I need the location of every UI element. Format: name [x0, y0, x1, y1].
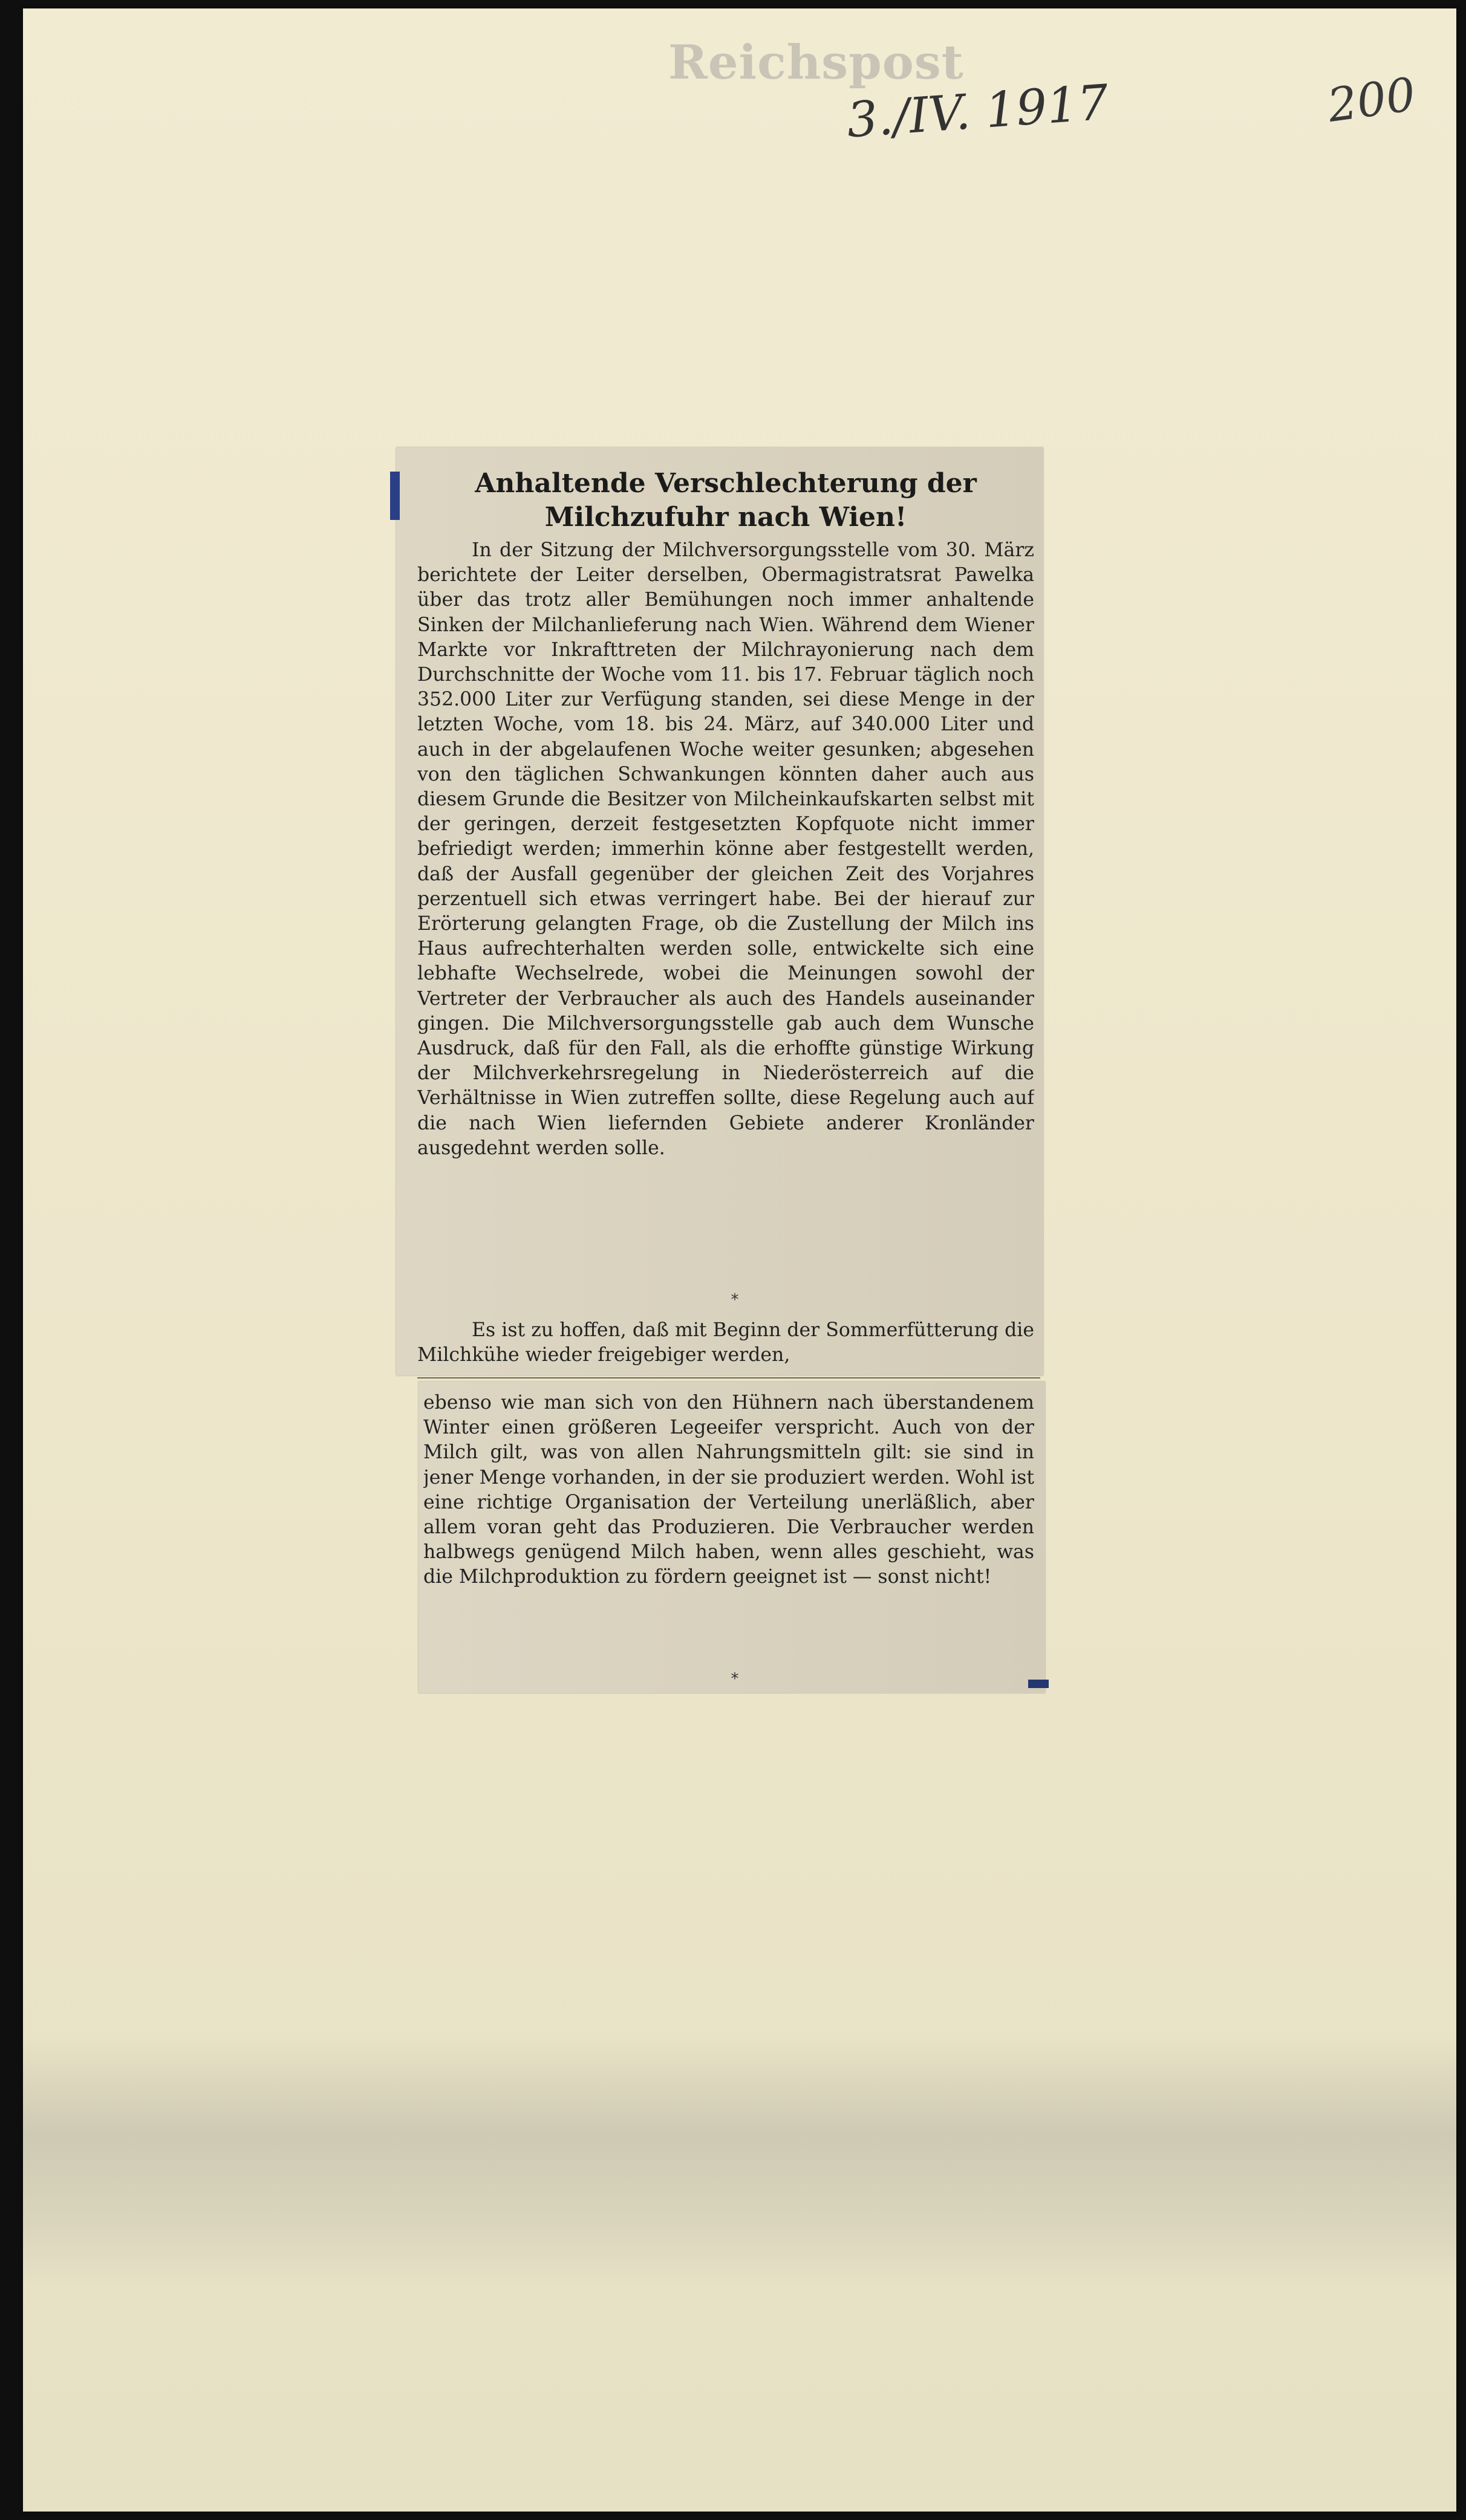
article-paragraph-1: In der Sitzung der Milchversorgungsstelle vom 30. März berichtete der Leiter derselben, Obermagistratsrat Pawelka über das trotz aller Bemühungen noch immer anhaltende Sinken der Milchanlieferung nach Wien. Während dem Wiener Markte vor Inkrafttreten der Milchrayonierung nach dem Durchschnitte der Woche vom 11. bis 17. Februar täglich noch 352.000 Liter zur Verfügung standen, sei diese Menge in der letzten Woche, vom 18. bis 24. März, auf 340.000 Liter und auch in der abgelaufenen Woche weiter gesunken; abgesehen von den täglichen Schwankungen könnten daher auch aus diesem Grunde die Besitzer von Milcheinkaufskarten selbst mit der geringen, derzeit festgesetzten Kopfquote nicht immer befriedigt werden; immerhin könne aber festgestellt werden, daß der Ausfall gegenüber der gleichen Zeit des Vorjahres perzentuell sich etwas verringert habe. Bei der hierauf zur Erörterung gelangten Frage, ob die Zustellung der Milch ins Haus aufrechterhalten werden solle, entwickelte sich eine lebhafte Wechselrede, wobei die Meinungen sowohl der Vertreter der Verbraucher als auch des Handels auseinander gingen. Die Milchversorgungsstelle gab auch dem Wunsche Ausdruck, daß für den Fall, als die erhoffte günstige Wirkung der Milchverkehrsregelung in Niederösterreich auf die Verhältnisse in Wien zutreffen sollte, diese Regelung auch auf die nach Wien liefernden Gebiete anderer Kronländer ausgedehnt werden solle.: [417, 539, 1034, 1159]
separator-star: *: [731, 1291, 739, 1309]
clipping-blue-edge: [390, 472, 400, 520]
clipping-seam: [417, 1377, 1040, 1379]
handwritten-date: 3./IV. 1917: [845, 74, 1110, 149]
paper-fold-shadow: [23, 2034, 1456, 2288]
clipping-blue-corner: [1028, 1680, 1049, 1688]
newspaper-stamp: Reichspost: [668, 35, 964, 90]
article-paragraph-2-start: Es ist zu hoffen, daß mit Beginn der Sommerfütterung die Milchkühe wieder freigebiger werden,: [417, 1319, 1034, 1366]
article-paragraph-2-continued: ebenso wie man sich von den Hühnern nach überstandenem Winter einen größeren Legeeifer verspricht. Auch von der Milch gilt, was von allen Nahrungsmitteln gilt: sie sind in jener Menge vorhanden, in der sie produziert werden. Wohl ist eine richtige Organisation der Verteilung unerläßlich, aber allem voran geht das Produzieren. Die Verbraucher werden halbwegs genügend Milch haben, wenn alles geschieht, was die Milchproduktion zu fördern geeignet ist — sonst nicht!: [423, 1392, 1034, 1588]
end-mark-star: *: [731, 1670, 739, 1688]
handwritten-page-number: 200: [1324, 67, 1419, 133]
article-headline: Anhaltende Verschlechterung der Milchzufuhr nach Wien!: [475, 468, 977, 533]
